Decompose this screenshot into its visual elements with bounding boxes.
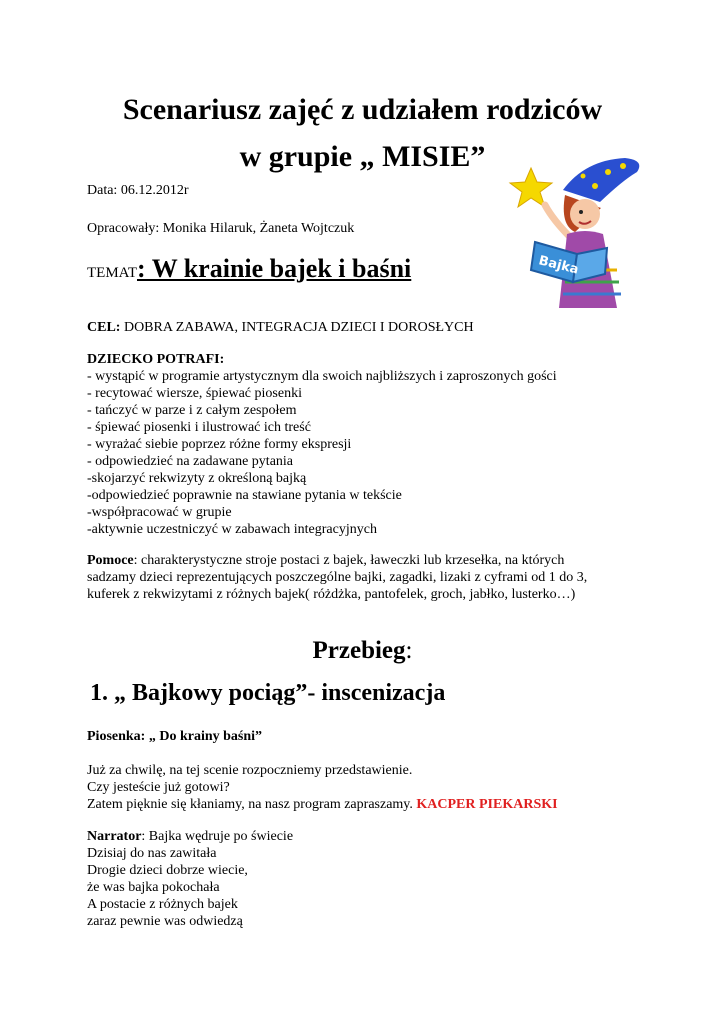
pomoce-line: sadzamy dzieci reprezentujących poszczególne bajki, zagadki, lizaki z cyframi od 1 do 3, bbox=[87, 570, 588, 585]
narrator-line: : Bajka wędruje po świecie bbox=[141, 829, 294, 844]
performer-name: KACPER PIEKARSKI bbox=[416, 797, 558, 812]
star-icon bbox=[510, 168, 552, 207]
dziecko-potrafi-heading: DZIECKO POTRAFI: bbox=[87, 352, 225, 367]
przebieg-heading bbox=[0, 637, 725, 665]
pomoce-label: Pomoce bbox=[87, 553, 134, 568]
list-item: - wystąpić w programie artystycznym dla swoich najbliższych i zaproszonych gości bbox=[87, 369, 557, 384]
narrator-line: A postacie z różnych bajek bbox=[87, 897, 238, 912]
verse-line: Zatem pięknie się kłaniamy, na nasz program zapraszamy. bbox=[87, 797, 417, 812]
przebieg-colon: : bbox=[405, 637, 413, 664]
przebieg-label: Przebieg bbox=[312, 637, 406, 664]
list-item: - tańczyć w parze i z całym zespołem bbox=[87, 403, 297, 418]
list-item: -współpracować w grupie bbox=[87, 505, 232, 520]
temat-value: : W krainie bajek i baśni bbox=[137, 254, 412, 283]
section-1-heading: 1. „ Bajkowy pociąg”- inscenizacja bbox=[90, 680, 446, 706]
narrator-block bbox=[87, 828, 293, 930]
pomoce-paragraph bbox=[87, 552, 587, 603]
verse-1 bbox=[87, 762, 558, 813]
list-item: - śpiewać piosenki i ilustrować ich treść bbox=[87, 420, 311, 435]
list-item: -odpowiedzieć poprawnie na stawiane pytania w tekście bbox=[87, 488, 402, 503]
book-label: Bajka bbox=[537, 253, 581, 278]
date-line: Data: 06.12.2012r bbox=[87, 183, 189, 198]
temat-line bbox=[87, 254, 411, 284]
wizard-illustration bbox=[505, 150, 645, 310]
narrator-line: że was bajka pokochała bbox=[87, 880, 220, 895]
piosenka-title: Piosenka: „ Do krainy baśni” bbox=[87, 729, 263, 744]
cel-label: CEL: bbox=[87, 320, 121, 335]
skills-list bbox=[87, 368, 557, 538]
narrator-line: zaraz pewnie was odwiedzą bbox=[87, 914, 243, 929]
list-item: - odpowiedzieć na zadawane pytania bbox=[87, 454, 294, 469]
cel-value: DOBRA ZABAWA, INTEGRACJA DZIECI I DOROSŁYCH bbox=[120, 320, 474, 335]
wizard-child-icon bbox=[505, 150, 645, 310]
list-item: -skojarzyć rekwizyty z określoną bajką bbox=[87, 471, 307, 486]
verse-line: Czy jesteście już gotowi? bbox=[87, 780, 230, 795]
list-item: - wyrażać siebie poprzez różne formy ekspresji bbox=[87, 437, 352, 452]
list-item: - recytować wiersze, śpiewać piosenki bbox=[87, 386, 302, 401]
narrator-line: Drogie dzieci dobrze wiecie, bbox=[87, 863, 248, 878]
title-line-2: w grupie „ MISIE” bbox=[239, 140, 486, 173]
narrator-line: Dzisiaj do nas zawitała bbox=[87, 846, 217, 861]
title-line-1: Scenariusz zajęć z udziałem rodziców bbox=[122, 93, 603, 126]
list-item: -aktywnie uczestniczyć w zabawach integracyjnych bbox=[87, 522, 377, 537]
temat-label: TEMAT bbox=[87, 265, 137, 281]
authors-line: Opracowały: Monika Hilaruk, Żaneta Wojtczuk bbox=[87, 221, 355, 236]
cel-line bbox=[87, 319, 474, 336]
verse-line: Już za chwilę, na tej scenie rozpoczniemy przedstawienie. bbox=[87, 763, 413, 778]
pomoce-line: : charakterystyczne stroje postaci z bajek, ławeczki lub krzesełka, na których bbox=[133, 553, 565, 568]
narrator-label: Narrator bbox=[87, 829, 142, 844]
pomoce-line: kuferek z rekwizytami z różnych bajek( różdżka, pantofelek, groch, jabłko, lusterko…) bbox=[87, 587, 576, 602]
